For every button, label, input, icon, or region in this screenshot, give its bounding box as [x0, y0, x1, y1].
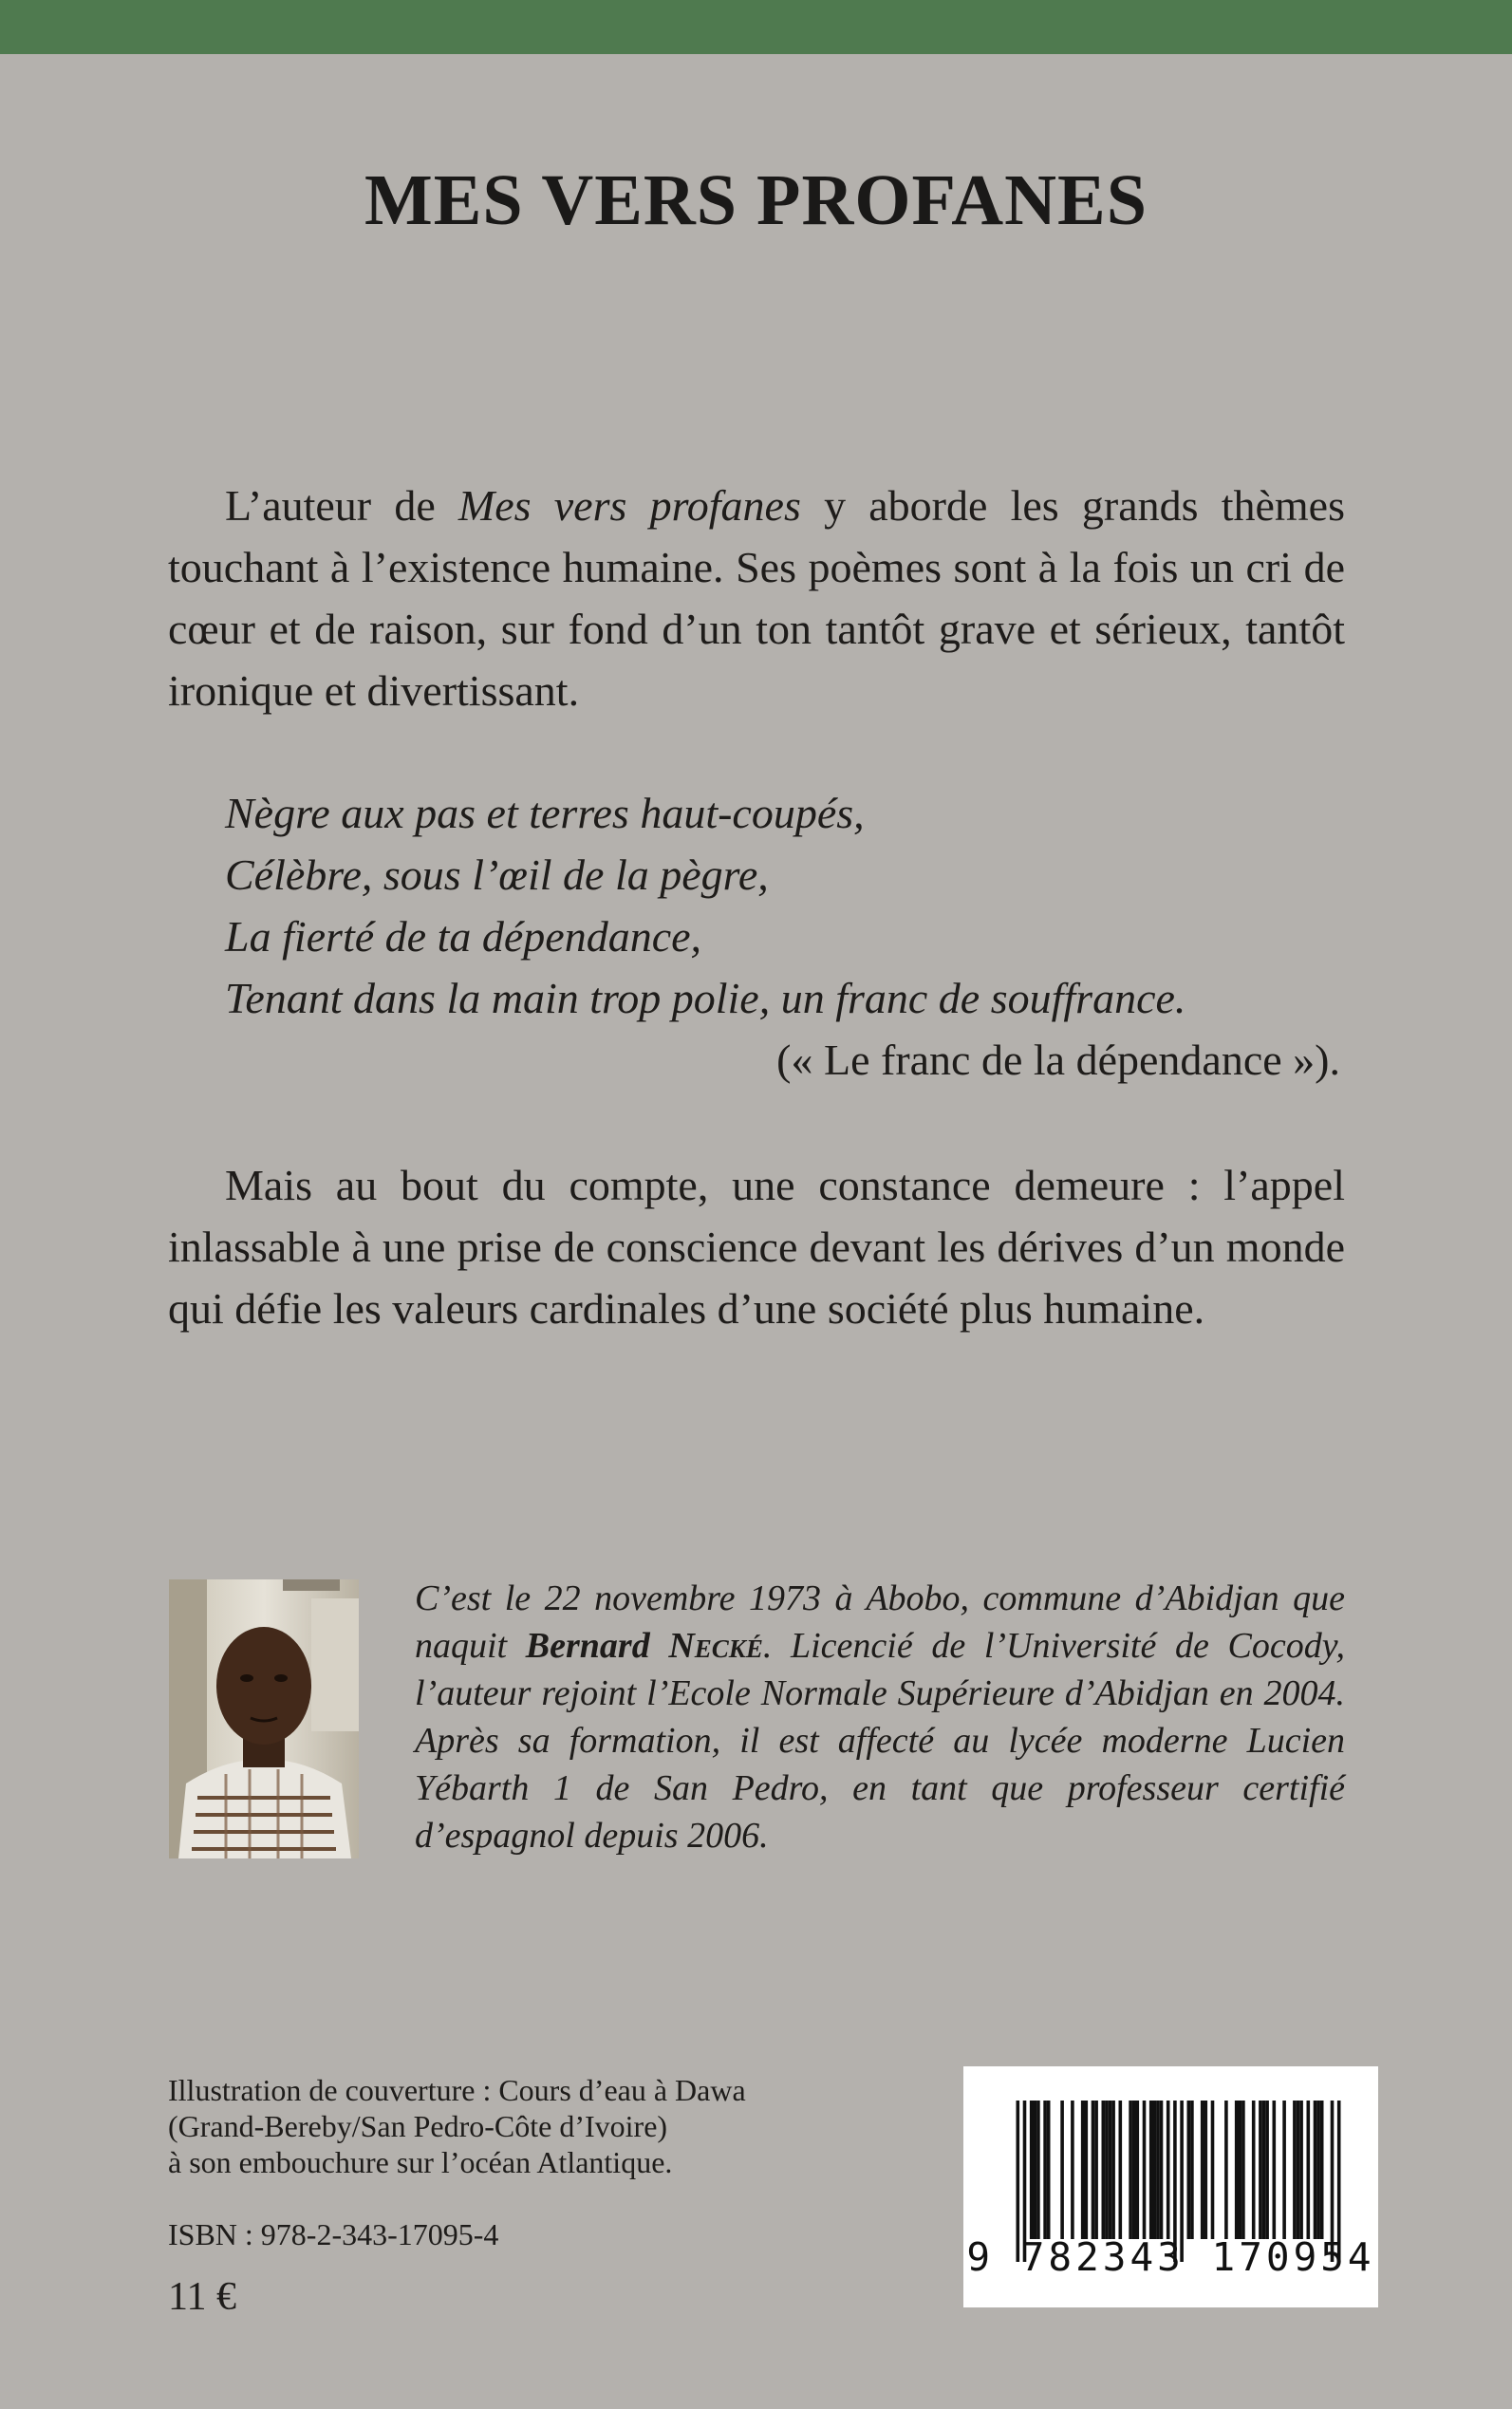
author-portrait-photo — [169, 1579, 359, 1858]
summary-paragraph-2: Mais au bout du compte, une constance demeure : l’appel inlassable à une prise de conscience devant les dérives d’un monde qui défie les valeurs cardinales d’une société plus humaine. — [168, 1161, 1345, 1333]
barcode-bar — [1241, 2101, 1245, 2239]
barcode-bar — [1160, 2101, 1164, 2239]
barcode-bar — [1299, 2101, 1303, 2239]
barcode-bar — [1204, 2101, 1208, 2239]
barcode-bar — [1129, 2101, 1132, 2239]
verse-quote — [225, 782, 1345, 1029]
barcode-bar — [1092, 2101, 1095, 2239]
summary-p1-rest: y aborde les grands thèmes touchant à l’existence humaine. Ses poèmes sont à la fois un cri de cœur et de raison, sur fond d’un ton tantôt grave et sérieux, tantôt ironique et divertissant. — [168, 481, 1345, 715]
credit-line: à son embouchure sur l’océan Atlantique. — [168, 2145, 673, 2179]
barcode-bar — [1282, 2101, 1286, 2239]
verse-line: Célèbre, sous l’œil de la pègre, — [225, 850, 769, 899]
barcode-bar — [1320, 2101, 1324, 2239]
barcode-bar — [1047, 2101, 1051, 2239]
barcode-bar — [1119, 2101, 1123, 2239]
barcode-bar — [1211, 2101, 1215, 2239]
barcode-bar — [1265, 2101, 1269, 2239]
barcode-bar — [1071, 2101, 1074, 2239]
barcode-bar — [1224, 2101, 1228, 2239]
barcode-bar — [1239, 2101, 1242, 2239]
summary-p1-lead: L’auteur de — [225, 481, 458, 530]
barcode-bar — [1149, 2101, 1153, 2239]
cover-illustration-credits — [168, 2072, 746, 2180]
verse-line: Nègre aux pas et terres haut-coupés, — [225, 789, 865, 837]
bio-lead: C’est le 22 novembre 1973 à Abobo, commune d’Abidjan que naquit — [415, 1578, 1345, 1666]
barcode-bar — [1314, 2101, 1317, 2239]
barcode-bar — [1262, 2101, 1266, 2239]
barcode-bar — [1111, 2101, 1115, 2239]
isbn: ISBN : 978-2-343-17095-4 — [168, 2217, 499, 2251]
barcode-bar — [1201, 2101, 1204, 2239]
isbn-barcode — [963, 2066, 1378, 2307]
barcode-bar — [1085, 2101, 1089, 2239]
author-biography — [415, 1575, 1345, 1859]
barcode-bar — [1153, 2101, 1157, 2239]
author-portrait-icon — [169, 1579, 359, 1858]
book-title: MES VERS PROFANES — [364, 160, 1148, 240]
credit-line: (Grand-Bereby/San Pedro-Côte d’Ivoire) — [168, 2109, 668, 2143]
barcode-bar — [1297, 2101, 1300, 2239]
verse-line: La fierté de ta dépendance, — [225, 912, 702, 961]
barcode-bar — [1132, 2101, 1136, 2239]
barcode-bar — [1167, 2101, 1170, 2239]
price: 11 € — [168, 2275, 236, 2319]
barcode-bar — [1060, 2101, 1064, 2239]
barcode-bar — [1156, 2101, 1160, 2239]
barcode-bar — [1094, 2101, 1098, 2239]
barcode-bar — [1252, 2101, 1256, 2239]
barcode-bar — [1043, 2101, 1047, 2239]
author-first-name: Bernard — [525, 1626, 669, 1666]
barcode-bar — [1316, 2101, 1320, 2239]
bio-rest: . Licencié de l’Université de Cocody, l’auteur rejoint l’Ecole Normale Supérieure d’Abidjan en 2004. Après sa formation, il est affecté au lycée moderne Lucien Yébarth 1 de San Pedro, en tant que professeur certifié d’espagnol depuis 2006. — [415, 1626, 1345, 1856]
barcode-bar — [1235, 2101, 1239, 2239]
barcode-bar — [1109, 2101, 1112, 2239]
barcode-bar — [1307, 2101, 1311, 2239]
barcode-bar — [1273, 2101, 1277, 2239]
barcode-bar — [1190, 2101, 1194, 2239]
barcode-bar — [1034, 2101, 1037, 2239]
barcode-bar — [1187, 2101, 1191, 2239]
verse-line: Tenant dans la main trop polie, un franc de souffrance. — [225, 974, 1186, 1022]
barcode-bar — [1105, 2101, 1109, 2239]
barcode-bar — [1036, 2101, 1040, 2239]
summary-book-title: Mes vers profanes — [457, 481, 801, 530]
barcode-bar — [1030, 2101, 1034, 2239]
barcode-digits: 9 782343 170954 — [966, 2234, 1375, 2280]
author-last-name: Necké — [668, 1626, 763, 1666]
top-color-band — [0, 0, 1512, 54]
barcode-bar — [1143, 2101, 1147, 2239]
summary-paragraph-1 — [168, 475, 1345, 721]
verse-source: (« Le franc de la dépendance »). — [776, 1036, 1340, 1084]
barcode-bar — [1102, 2101, 1106, 2239]
barcode-bar — [1136, 2101, 1140, 2239]
barcode-bar — [1259, 2101, 1262, 2239]
author-name — [526, 1626, 763, 1666]
credit-line: Illustration de couverture : Cours d’eau à Dawa — [168, 2073, 746, 2107]
barcode-bar — [1081, 2101, 1085, 2239]
barcode-bar — [1293, 2101, 1297, 2239]
